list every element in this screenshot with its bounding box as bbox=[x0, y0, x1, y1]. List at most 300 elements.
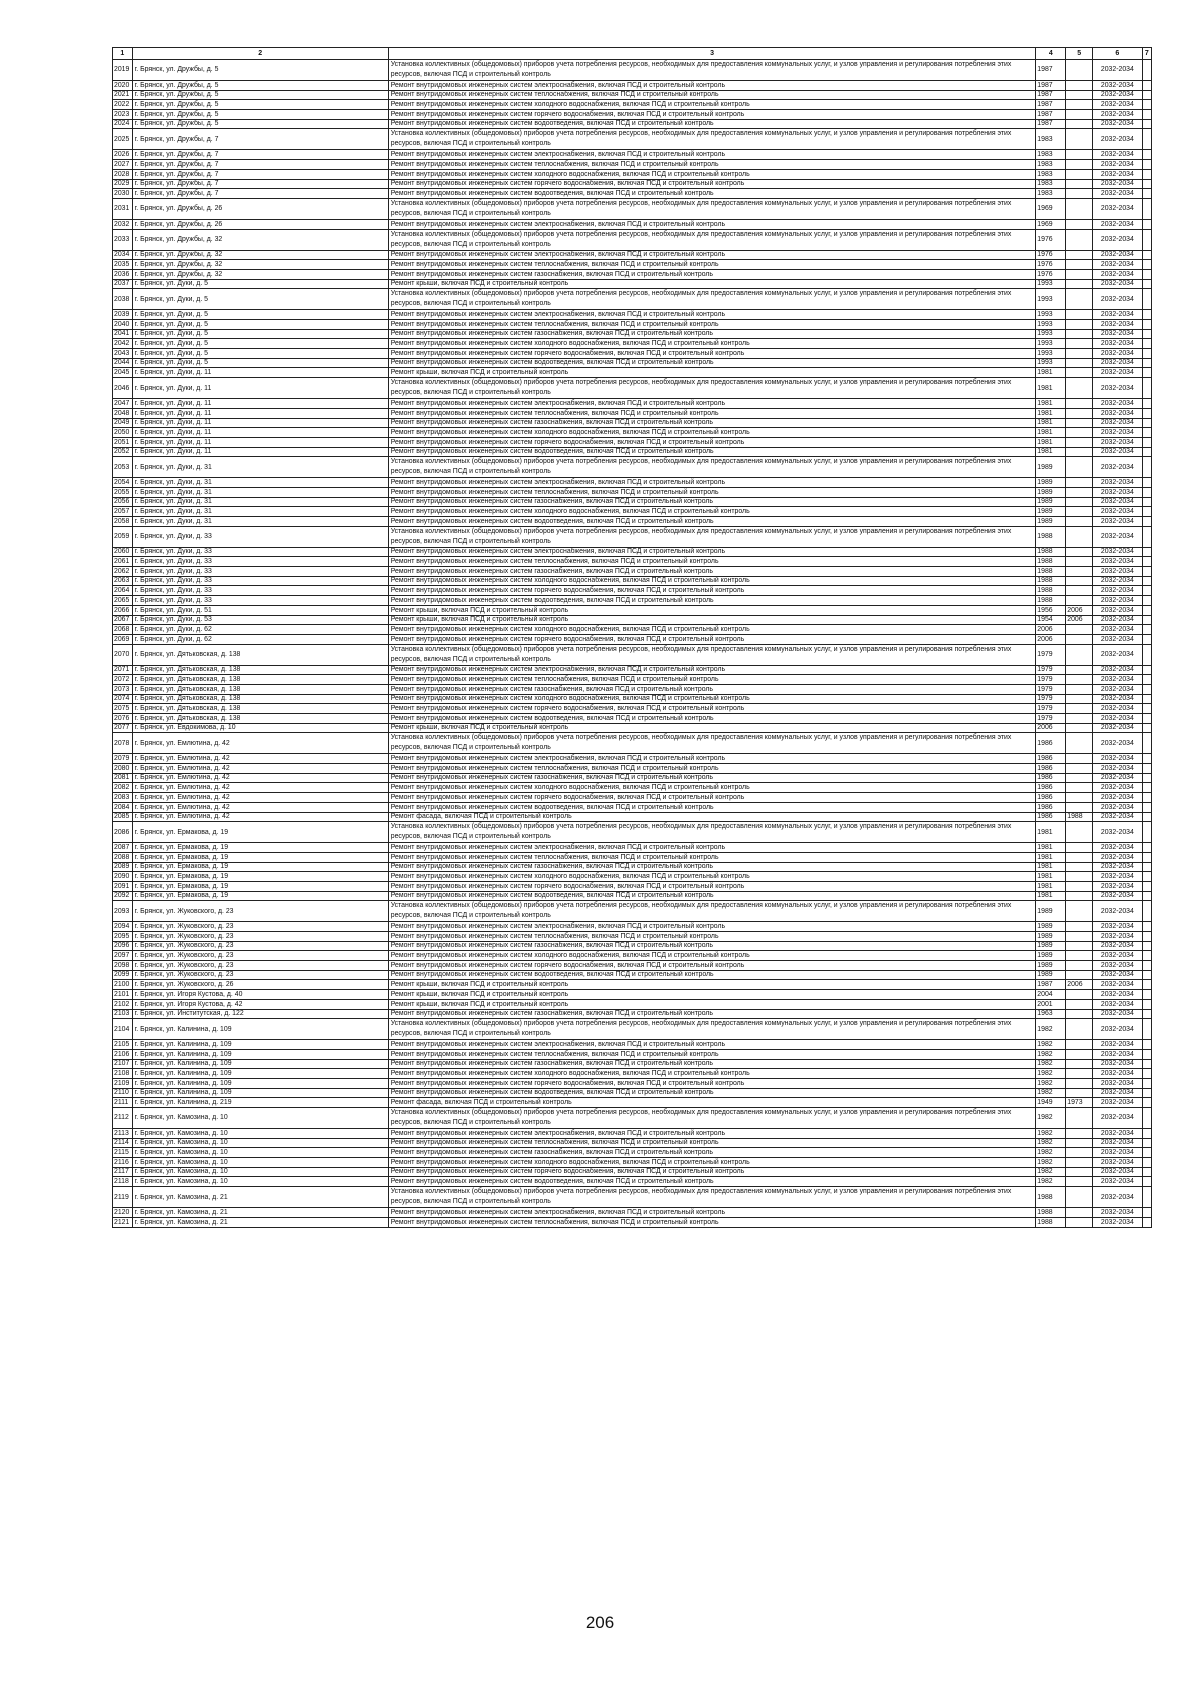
row-address: г. Брянск, ул. Калинина, д. 109 bbox=[132, 1078, 388, 1088]
row-last-repair-year bbox=[1066, 862, 1093, 872]
row-build-year: 1993 bbox=[1036, 320, 1066, 330]
row-planned-period: 2032-2034 bbox=[1093, 378, 1143, 399]
header-col-1: 1 bbox=[113, 48, 133, 60]
row-extra-cell bbox=[1142, 81, 1151, 91]
document-page bbox=[112, 47, 1152, 1228]
row-work-type: Ремонт внутридомовых инженерных систем теплоснабжения, включая ПСД и строительный контроль bbox=[388, 1138, 1036, 1148]
row-work-type: Ремонт внутридомовых инженерных систем теплоснабжения, включая ПСД и строительный контроль bbox=[388, 487, 1036, 497]
row-work-type: Установка коллективных (общедомовых) приборов учета потребления ресурсов, необходимых для предоставления коммунальных услуг, и узлов управления и регулирования потребления этих ресурсов, включая ПСД и строительный контроль bbox=[388, 60, 1036, 81]
row-build-year: 1976 bbox=[1036, 250, 1066, 260]
row-last-repair-year bbox=[1066, 547, 1093, 557]
table-row bbox=[113, 1088, 1152, 1098]
row-address: г. Брянск, ул. Игоря Кустова, д. 42 bbox=[132, 999, 388, 1009]
row-last-repair-year bbox=[1066, 634, 1093, 644]
table-row bbox=[113, 349, 1152, 359]
table-row bbox=[113, 812, 1152, 822]
table-row bbox=[113, 1129, 1152, 1139]
row-address: г. Брянск, ул. Камозина, д. 21 bbox=[132, 1208, 388, 1218]
table-row bbox=[113, 980, 1152, 990]
row-work-type: Ремонт внутридомовых инженерных систем горячего водоснабжения, включая ПСД и строительный контроль bbox=[388, 961, 1036, 971]
row-address: г. Брянск, ул. Дружбы, д. 7 bbox=[132, 150, 388, 160]
row-last-repair-year bbox=[1066, 1019, 1093, 1040]
row-number: 2058 bbox=[113, 517, 133, 527]
row-planned-period: 2032-2034 bbox=[1093, 507, 1143, 517]
row-address: г. Брянск, ул. Дружбы, д. 7 bbox=[132, 179, 388, 189]
row-planned-period: 2032-2034 bbox=[1093, 547, 1143, 557]
row-last-repair-year bbox=[1066, 675, 1093, 685]
row-last-repair-year bbox=[1066, 339, 1093, 349]
row-build-year: 1982 bbox=[1036, 1059, 1066, 1069]
row-work-type: Ремонт внутридомовых инженерных систем электроснабжения, включая ПСД и строительный контроль bbox=[388, 250, 1036, 260]
row-extra-cell bbox=[1142, 160, 1151, 170]
row-last-repair-year bbox=[1066, 970, 1093, 980]
row-last-repair-year bbox=[1066, 1138, 1093, 1148]
row-last-repair-year bbox=[1066, 329, 1093, 339]
row-build-year: 1988 bbox=[1036, 567, 1066, 577]
row-work-type: Ремонт внутридомовых инженерных систем электроснабжения, включая ПСД и строительный контроль bbox=[388, 547, 1036, 557]
table-row bbox=[113, 1078, 1152, 1088]
row-work-type: Ремонт внутридомовых инженерных систем водоотведения, включая ПСД и строительный контроль bbox=[388, 1177, 1036, 1187]
row-address: г. Брянск, ул. Калинина, д. 109 bbox=[132, 1069, 388, 1079]
row-last-repair-year bbox=[1066, 723, 1093, 733]
row-build-year: 1979 bbox=[1036, 714, 1066, 724]
row-planned-period: 2032-2034 bbox=[1093, 783, 1143, 793]
row-extra-cell bbox=[1142, 990, 1151, 1000]
row-last-repair-year bbox=[1066, 773, 1093, 783]
row-work-type: Ремонт крыши, включая ПСД и строительный контроль bbox=[388, 279, 1036, 289]
row-build-year: 1993 bbox=[1036, 349, 1066, 359]
row-extra-cell bbox=[1142, 269, 1151, 279]
row-work-type: Ремонт внутридомовых инженерных систем холодного водоснабжения, включая ПСД и строительный контроль bbox=[388, 872, 1036, 882]
row-address: г. Брянск, ул. Калинина, д. 109 bbox=[132, 1059, 388, 1069]
row-build-year: 1989 bbox=[1036, 941, 1066, 951]
row-last-repair-year bbox=[1066, 951, 1093, 961]
row-work-type: Ремонт внутридомовых инженерных систем газоснабжения, включая ПСД и строительный контроль bbox=[388, 862, 1036, 872]
row-last-repair-year bbox=[1066, 1148, 1093, 1158]
row-number: 2057 bbox=[113, 507, 133, 517]
row-work-type: Установка коллективных (общедомовых) приборов учета потребления ресурсов, необходимых для предоставления коммунальных услуг, и узлов управления и регулирования потребления этих ресурсов, включая ПСД и строительный контроль bbox=[388, 822, 1036, 843]
row-number: 2065 bbox=[113, 596, 133, 606]
row-last-repair-year bbox=[1066, 1059, 1093, 1069]
row-build-year: 1981 bbox=[1036, 418, 1066, 428]
row-work-type: Ремонт внутридомовых инженерных систем горячего водоснабжения, включая ПСД и строительный контроль bbox=[388, 634, 1036, 644]
row-number: 2096 bbox=[113, 941, 133, 951]
row-planned-period: 2032-2034 bbox=[1093, 100, 1143, 110]
row-work-type: Установка коллективных (общедомовых) приборов учета потребления ресурсов, необходимых для предоставления коммунальных услуг, и узлов управления и регулирования потребления этих ресурсов, включая ПСД и строительный контроль bbox=[388, 733, 1036, 754]
row-address: г. Брянск, ул. Дружбы, д. 5 bbox=[132, 60, 388, 81]
row-build-year: 1987 bbox=[1036, 980, 1066, 990]
row-planned-period: 2032-2034 bbox=[1093, 279, 1143, 289]
row-extra-cell bbox=[1142, 764, 1151, 774]
row-number: 2106 bbox=[113, 1049, 133, 1059]
table-row bbox=[113, 437, 1152, 447]
row-planned-period: 2032-2034 bbox=[1093, 567, 1143, 577]
row-build-year: 1982 bbox=[1036, 1158, 1066, 1168]
row-last-repair-year bbox=[1066, 754, 1093, 764]
row-work-type: Ремонт фасада, включая ПСД и строительный контроль bbox=[388, 1098, 1036, 1108]
row-last-repair-year bbox=[1066, 260, 1093, 270]
table-row bbox=[113, 81, 1152, 91]
row-planned-period: 2032-2034 bbox=[1093, 119, 1143, 129]
row-last-repair-year bbox=[1066, 733, 1093, 754]
table-row bbox=[113, 1040, 1152, 1050]
row-build-year: 1981 bbox=[1036, 399, 1066, 409]
row-address: г. Брянск, ул. Дуки, д. 33 bbox=[132, 586, 388, 596]
row-build-year: 1988 bbox=[1036, 1208, 1066, 1218]
row-extra-cell bbox=[1142, 1217, 1151, 1227]
row-address: г. Брянск, ул. Емлютина, д. 42 bbox=[132, 733, 388, 754]
row-number: 2020 bbox=[113, 81, 133, 91]
row-extra-cell bbox=[1142, 1098, 1151, 1108]
row-work-type: Ремонт внутридомовых инженерных систем газоснабжения, включая ПСД и строительный контроль bbox=[388, 1009, 1036, 1019]
row-last-repair-year bbox=[1066, 129, 1093, 150]
row-last-repair-year: 2006 bbox=[1066, 605, 1093, 615]
row-number: 2089 bbox=[113, 862, 133, 872]
row-address: г. Брянск, ул. Дуки, д. 5 bbox=[132, 279, 388, 289]
row-planned-period: 2032-2034 bbox=[1093, 843, 1143, 853]
row-build-year: 1979 bbox=[1036, 704, 1066, 714]
row-number: 2080 bbox=[113, 764, 133, 774]
row-number: 2085 bbox=[113, 812, 133, 822]
row-build-year: 1981 bbox=[1036, 872, 1066, 882]
row-address: г. Брянск, ул. Дуки, д. 31 bbox=[132, 517, 388, 527]
row-planned-period: 2032-2034 bbox=[1093, 408, 1143, 418]
row-extra-cell bbox=[1142, 694, 1151, 704]
row-last-repair-year bbox=[1066, 110, 1093, 120]
row-work-type: Ремонт внутридомовых инженерных систем газоснабжения, включая ПСД и строительный контроль bbox=[388, 269, 1036, 279]
row-build-year: 1949 bbox=[1036, 1098, 1066, 1108]
row-planned-period: 2032-2034 bbox=[1093, 634, 1143, 644]
row-work-type: Установка коллективных (общедомовых) приборов учета потребления ресурсов, необходимых для предоставления коммунальных услуг, и узлов управления и регулирования потребления этих ресурсов, включая ПСД и строительный контроль bbox=[388, 526, 1036, 547]
row-last-repair-year bbox=[1066, 822, 1093, 843]
row-address: г. Брянск, ул. Ермакова, д. 19 bbox=[132, 891, 388, 901]
table-row bbox=[113, 922, 1152, 932]
row-build-year: 1976 bbox=[1036, 269, 1066, 279]
row-address: г. Брянск, ул. Дружбы, д. 32 bbox=[132, 250, 388, 260]
table-row bbox=[113, 250, 1152, 260]
row-address: г. Брянск, ул. Дуки, д. 11 bbox=[132, 437, 388, 447]
row-extra-cell bbox=[1142, 901, 1151, 922]
row-planned-period: 2032-2034 bbox=[1093, 822, 1143, 843]
row-number: 2024 bbox=[113, 119, 133, 129]
table-row bbox=[113, 961, 1152, 971]
table-header-row bbox=[113, 48, 1152, 60]
row-build-year: 1987 bbox=[1036, 110, 1066, 120]
table-row bbox=[113, 634, 1152, 644]
row-number: 2120 bbox=[113, 1208, 133, 1218]
row-work-type: Ремонт внутридомовых инженерных систем горячего водоснабжения, включая ПСД и строительный контроль bbox=[388, 1167, 1036, 1177]
row-extra-cell bbox=[1142, 1187, 1151, 1208]
row-work-type: Ремонт крыши, включая ПСД и строительный контроль bbox=[388, 980, 1036, 990]
table-row bbox=[113, 704, 1152, 714]
row-work-type: Ремонт крыши, включая ПСД и строительный контроль bbox=[388, 368, 1036, 378]
row-last-repair-year bbox=[1066, 320, 1093, 330]
row-address: г. Брянск, ул. Дятьковская, д. 138 bbox=[132, 665, 388, 675]
row-number: 2032 bbox=[113, 219, 133, 229]
row-address: г. Брянск, ул. Дуки, д. 5 bbox=[132, 310, 388, 320]
row-extra-cell bbox=[1142, 320, 1151, 330]
row-address: г. Брянск, ул. Камозина, д. 10 bbox=[132, 1108, 388, 1129]
row-last-repair-year bbox=[1066, 289, 1093, 310]
row-number: 2103 bbox=[113, 1009, 133, 1019]
row-extra-cell bbox=[1142, 378, 1151, 399]
row-work-type: Ремонт крыши, включая ПСД и строительный контроль bbox=[388, 605, 1036, 615]
table-row bbox=[113, 1009, 1152, 1019]
row-number: 2102 bbox=[113, 999, 133, 1009]
row-address: г. Брянск, ул. Ермакова, д. 19 bbox=[132, 843, 388, 853]
row-work-type: Ремонт внутридомовых инженерных систем водоотведения, включая ПСД и строительный контроль bbox=[388, 119, 1036, 129]
row-planned-period: 2032-2034 bbox=[1093, 891, 1143, 901]
row-work-type: Ремонт внутридомовых инженерных систем водоотведения, включая ПСД и строительный контроль bbox=[388, 970, 1036, 980]
table-row bbox=[113, 684, 1152, 694]
row-extra-cell bbox=[1142, 586, 1151, 596]
row-extra-cell bbox=[1142, 119, 1151, 129]
row-planned-period: 2032-2034 bbox=[1093, 1098, 1143, 1108]
row-work-type: Ремонт внутридомовых инженерных систем теплоснабжения, включая ПСД и строительный контроль bbox=[388, 932, 1036, 942]
row-work-type: Ремонт внутридомовых инженерных систем горячего водоснабжения, включая ПСД и строительный контроль bbox=[388, 349, 1036, 359]
table-row bbox=[113, 941, 1152, 951]
row-number: 2036 bbox=[113, 269, 133, 279]
row-planned-period: 2032-2034 bbox=[1093, 596, 1143, 606]
row-planned-period: 2032-2034 bbox=[1093, 961, 1143, 971]
row-extra-cell bbox=[1142, 843, 1151, 853]
row-planned-period: 2032-2034 bbox=[1093, 1177, 1143, 1187]
row-planned-period: 2032-2034 bbox=[1093, 1078, 1143, 1088]
row-extra-cell bbox=[1142, 457, 1151, 478]
row-build-year: 1979 bbox=[1036, 694, 1066, 704]
row-number: 2081 bbox=[113, 773, 133, 783]
table-row bbox=[113, 447, 1152, 457]
row-work-type: Ремонт крыши, включая ПСД и строительный контроль bbox=[388, 990, 1036, 1000]
row-last-repair-year bbox=[1066, 60, 1093, 81]
row-address: г. Брянск, ул. Дуки, д. 51 bbox=[132, 605, 388, 615]
table-row bbox=[113, 320, 1152, 330]
row-address: г. Брянск, ул. Дуки, д. 53 bbox=[132, 615, 388, 625]
row-build-year: 1993 bbox=[1036, 310, 1066, 320]
table-row bbox=[113, 872, 1152, 882]
row-work-type: Ремонт внутридомовых инженерных систем теплоснабжения, включая ПСД и строительный контроль bbox=[388, 764, 1036, 774]
table-row bbox=[113, 507, 1152, 517]
row-number: 2093 bbox=[113, 901, 133, 922]
row-number: 2059 bbox=[113, 526, 133, 547]
row-address: г. Брянск, ул. Дуки, д. 5 bbox=[132, 349, 388, 359]
row-build-year: 1981 bbox=[1036, 891, 1066, 901]
row-work-type: Ремонт внутридомовых инженерных систем водоотведения, включая ПСД и строительный контроль bbox=[388, 714, 1036, 724]
row-extra-cell bbox=[1142, 596, 1151, 606]
row-work-type: Ремонт внутридомовых инженерных систем газоснабжения, включая ПСД и строительный контроль bbox=[388, 497, 1036, 507]
row-work-type: Ремонт внутридомовых инженерных систем холодного водоснабжения, включая ПСД и строительный контроль bbox=[388, 100, 1036, 110]
row-planned-period: 2032-2034 bbox=[1093, 320, 1143, 330]
row-extra-cell bbox=[1142, 567, 1151, 577]
row-address: г. Брянск, ул. Дуки, д. 11 bbox=[132, 378, 388, 399]
row-build-year: 1989 bbox=[1036, 507, 1066, 517]
row-planned-period: 2032-2034 bbox=[1093, 358, 1143, 368]
row-address: г. Брянск, ул. Емлютина, д. 42 bbox=[132, 754, 388, 764]
row-extra-cell bbox=[1142, 822, 1151, 843]
row-extra-cell bbox=[1142, 368, 1151, 378]
row-extra-cell bbox=[1142, 1138, 1151, 1148]
row-number: 2047 bbox=[113, 399, 133, 409]
table-row bbox=[113, 428, 1152, 438]
row-work-type: Ремонт внутридомовых инженерных систем газоснабжения, включая ПСД и строительный контроль bbox=[388, 567, 1036, 577]
row-planned-period: 2032-2034 bbox=[1093, 81, 1143, 91]
row-last-repair-year bbox=[1066, 1158, 1093, 1168]
table-row bbox=[113, 822, 1152, 843]
row-address: г. Брянск, ул. Дружбы, д. 26 bbox=[132, 198, 388, 219]
row-extra-cell bbox=[1142, 605, 1151, 615]
row-build-year: 1982 bbox=[1036, 1148, 1066, 1158]
row-planned-period: 2032-2034 bbox=[1093, 1217, 1143, 1227]
row-last-repair-year bbox=[1066, 852, 1093, 862]
row-build-year: 1988 bbox=[1036, 557, 1066, 567]
row-last-repair-year bbox=[1066, 1009, 1093, 1019]
table-row bbox=[113, 576, 1152, 586]
table-row bbox=[113, 129, 1152, 150]
row-last-repair-year bbox=[1066, 1208, 1093, 1218]
row-build-year: 1986 bbox=[1036, 773, 1066, 783]
table-row bbox=[113, 1208, 1152, 1218]
row-last-repair-year bbox=[1066, 999, 1093, 1009]
table-row bbox=[113, 408, 1152, 418]
row-planned-period: 2032-2034 bbox=[1093, 1040, 1143, 1050]
row-work-type: Ремонт внутридомовых инженерных систем холодного водоснабжения, включая ПСД и строительный контроль bbox=[388, 951, 1036, 961]
row-number: 2112 bbox=[113, 1108, 133, 1129]
row-number: 2108 bbox=[113, 1069, 133, 1079]
row-planned-period: 2032-2034 bbox=[1093, 802, 1143, 812]
row-planned-period: 2032-2034 bbox=[1093, 447, 1143, 457]
row-planned-period: 2032-2034 bbox=[1093, 872, 1143, 882]
row-planned-period: 2032-2034 bbox=[1093, 1187, 1143, 1208]
row-number: 2114 bbox=[113, 1138, 133, 1148]
row-number: 2061 bbox=[113, 557, 133, 567]
row-work-type: Ремонт внутридомовых инженерных систем теплоснабжения, включая ПСД и строительный контроль bbox=[388, 557, 1036, 567]
row-work-type: Ремонт внутридомовых инженерных систем водоотведения, включая ПСД и строительный контроль bbox=[388, 358, 1036, 368]
header-col-3: 3 bbox=[388, 48, 1036, 60]
table-row bbox=[113, 329, 1152, 339]
row-build-year: 1988 bbox=[1036, 596, 1066, 606]
row-extra-cell bbox=[1142, 478, 1151, 488]
row-work-type: Ремонт внутридомовых инженерных систем электроснабжения, включая ПСД и строительный контроль bbox=[388, 1208, 1036, 1218]
row-last-repair-year bbox=[1066, 901, 1093, 922]
row-extra-cell bbox=[1142, 675, 1151, 685]
row-extra-cell bbox=[1142, 970, 1151, 980]
row-extra-cell bbox=[1142, 150, 1151, 160]
row-number: 2073 bbox=[113, 684, 133, 694]
row-address: г. Брянск, ул. Дуки, д. 11 bbox=[132, 368, 388, 378]
row-last-repair-year bbox=[1066, 1217, 1093, 1227]
row-number: 2053 bbox=[113, 457, 133, 478]
row-planned-period: 2032-2034 bbox=[1093, 269, 1143, 279]
row-work-type: Ремонт внутридомовых инженерных систем электроснабжения, включая ПСД и строительный контроль bbox=[388, 1040, 1036, 1050]
row-work-type: Ремонт внутридомовых инженерных систем горячего водоснабжения, включая ПСД и строительный контроль bbox=[388, 704, 1036, 714]
row-last-repair-year bbox=[1066, 349, 1093, 359]
row-last-repair-year bbox=[1066, 487, 1093, 497]
row-extra-cell bbox=[1142, 1049, 1151, 1059]
row-planned-period: 2032-2034 bbox=[1093, 1108, 1143, 1129]
row-planned-period: 2032-2034 bbox=[1093, 999, 1143, 1009]
row-number: 2116 bbox=[113, 1158, 133, 1168]
row-extra-cell bbox=[1142, 507, 1151, 517]
row-extra-cell bbox=[1142, 557, 1151, 567]
table-row bbox=[113, 970, 1152, 980]
row-build-year: 1993 bbox=[1036, 279, 1066, 289]
row-address: г. Брянск, ул. Калинина, д. 109 bbox=[132, 1049, 388, 1059]
row-extra-cell bbox=[1142, 714, 1151, 724]
row-planned-period: 2032-2034 bbox=[1093, 418, 1143, 428]
row-extra-cell bbox=[1142, 1078, 1151, 1088]
table-row bbox=[113, 615, 1152, 625]
row-planned-period: 2032-2034 bbox=[1093, 793, 1143, 803]
row-address: г. Брянск, ул. Камозина, д. 10 bbox=[132, 1167, 388, 1177]
row-extra-cell bbox=[1142, 941, 1151, 951]
table-row bbox=[113, 951, 1152, 961]
row-last-repair-year bbox=[1066, 250, 1093, 260]
row-extra-cell bbox=[1142, 999, 1151, 1009]
row-build-year: 1981 bbox=[1036, 437, 1066, 447]
row-last-repair-year bbox=[1066, 872, 1093, 882]
row-extra-cell bbox=[1142, 289, 1151, 310]
table-row bbox=[113, 596, 1152, 606]
table-row bbox=[113, 1069, 1152, 1079]
row-extra-cell bbox=[1142, 1167, 1151, 1177]
row-planned-period: 2032-2034 bbox=[1093, 368, 1143, 378]
row-build-year: 1989 bbox=[1036, 922, 1066, 932]
row-build-year: 2006 bbox=[1036, 625, 1066, 635]
row-last-repair-year bbox=[1066, 100, 1093, 110]
row-address: г. Брянск, ул. Ермакова, д. 19 bbox=[132, 872, 388, 882]
table-row bbox=[113, 169, 1152, 179]
row-extra-cell bbox=[1142, 625, 1151, 635]
table-row bbox=[113, 862, 1152, 872]
row-build-year: 1969 bbox=[1036, 198, 1066, 219]
row-extra-cell bbox=[1142, 951, 1151, 961]
row-planned-period: 2032-2034 bbox=[1093, 714, 1143, 724]
row-number: 2082 bbox=[113, 783, 133, 793]
table-row bbox=[113, 497, 1152, 507]
row-last-repair-year bbox=[1066, 310, 1093, 320]
row-build-year: 1989 bbox=[1036, 457, 1066, 478]
row-number: 2056 bbox=[113, 497, 133, 507]
row-number: 2099 bbox=[113, 970, 133, 980]
table-row bbox=[113, 160, 1152, 170]
row-number: 2034 bbox=[113, 250, 133, 260]
row-last-repair-year bbox=[1066, 399, 1093, 409]
row-build-year: 1983 bbox=[1036, 129, 1066, 150]
row-number: 2090 bbox=[113, 872, 133, 882]
row-extra-cell bbox=[1142, 189, 1151, 199]
row-planned-period: 2032-2034 bbox=[1093, 852, 1143, 862]
row-extra-cell bbox=[1142, 793, 1151, 803]
table-row bbox=[113, 675, 1152, 685]
row-address: г. Брянск, ул. Жуковского, д. 23 bbox=[132, 901, 388, 922]
header-col-2: 2 bbox=[132, 48, 388, 60]
row-planned-period: 2032-2034 bbox=[1093, 457, 1143, 478]
row-extra-cell bbox=[1142, 754, 1151, 764]
table-row bbox=[113, 198, 1152, 219]
row-number: 2040 bbox=[113, 320, 133, 330]
row-address: г. Брянск, ул. Игоря Кустова, д. 40 bbox=[132, 990, 388, 1000]
row-planned-period: 2032-2034 bbox=[1093, 990, 1143, 1000]
row-work-type: Ремонт внутридомовых инженерных систем электроснабжения, включая ПСД и строительный контроль bbox=[388, 478, 1036, 488]
row-work-type: Установка коллективных (общедомовых) приборов учета потребления ресурсов, необходимых для предоставления коммунальных услуг, и узлов управления и регулирования потребления этих ресурсов, включая ПСД и строительный контроль bbox=[388, 1108, 1036, 1129]
row-extra-cell bbox=[1142, 250, 1151, 260]
row-address: г. Брянск, ул. Жуковского, д. 23 bbox=[132, 922, 388, 932]
row-build-year: 1981 bbox=[1036, 881, 1066, 891]
row-address: г. Брянск, ул. Камозина, д. 21 bbox=[132, 1187, 388, 1208]
row-extra-cell bbox=[1142, 665, 1151, 675]
row-number: 2095 bbox=[113, 932, 133, 942]
row-address: г. Брянск, ул. Емлютина, д. 42 bbox=[132, 793, 388, 803]
